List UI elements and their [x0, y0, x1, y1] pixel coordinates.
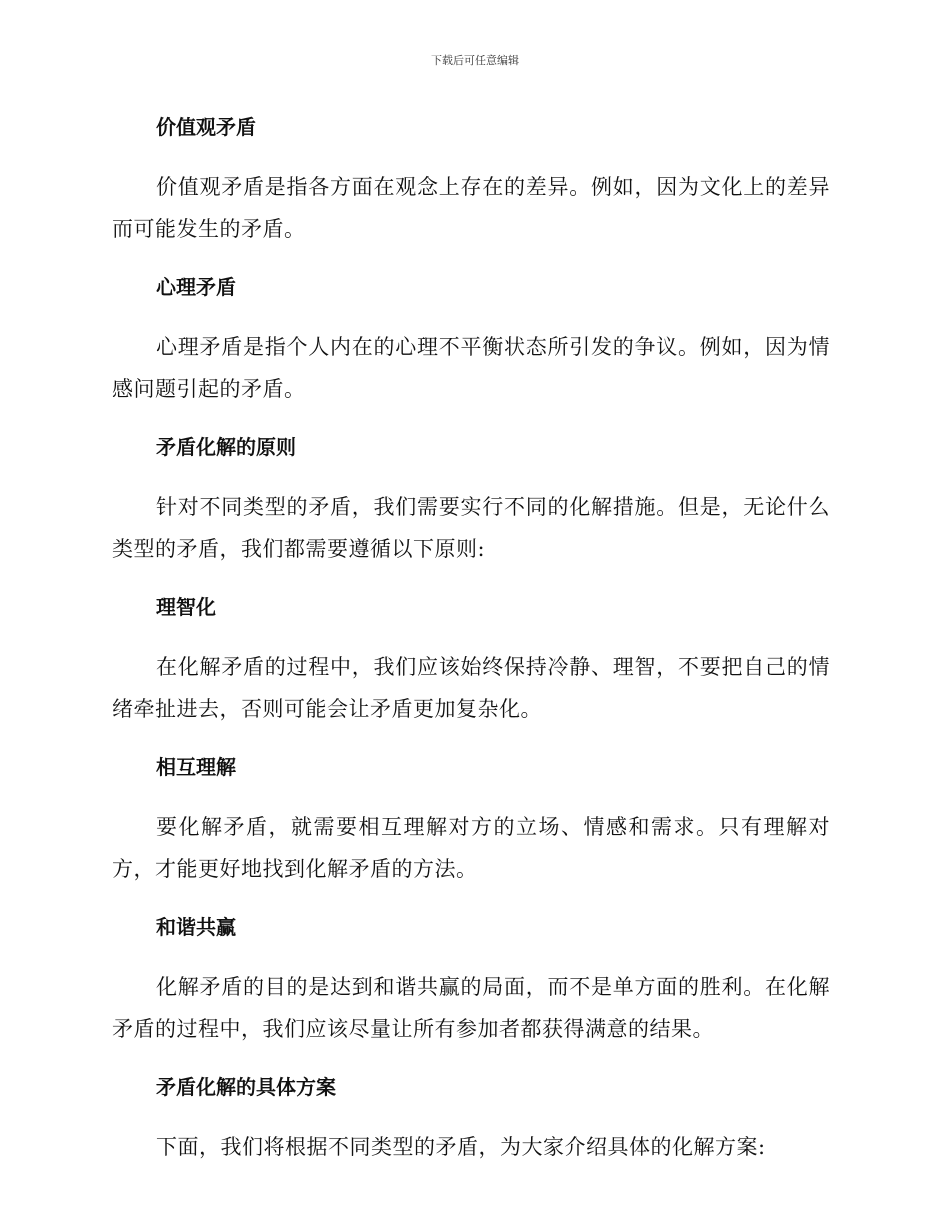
section-paragraph: 要化解矛盾，就需要相互理解对方的立场、情感和需求。只有理解对方，才能更好地找到化解矛盾的方法。 [112, 815, 830, 881]
document-body [112, 112, 830, 1168]
section-paragraph: 价值观矛盾是指各方面在观念上存在的差异。例如，因为文化上的差异而可能发生的矛盾。 [112, 175, 830, 241]
section-heading: 和谐共赢 [156, 915, 236, 939]
section-paragraph: 化解矛盾的目的是达到和谐共赢的局面，而不是单方面的胜利。在化解矛盾的过程中，我们应该尽量让所有参加者都获得满意的结果。 [112, 975, 830, 1041]
section-paragraph: 下面，我们将根据不同类型的矛盾，为大家介绍具体的化解方案: [156, 1135, 766, 1159]
section-rationality [112, 592, 830, 752]
section-psychological-conflict [112, 272, 830, 432]
section-value-conflict [112, 112, 830, 272]
section-heading: 相互理解 [156, 755, 236, 779]
section-win-win [112, 912, 830, 1072]
section-paragraph: 在化解矛盾的过程中，我们应该始终保持冷静、理智，不要把自己的情绪牵扯进去，否则可能会让矛盾更加复杂化。 [112, 655, 830, 721]
section-heading: 矛盾化解的具体方案 [156, 1075, 336, 1099]
section-resolution-principles [112, 432, 830, 592]
section-specific-plans [112, 1072, 830, 1168]
section-mutual-understanding [112, 752, 830, 912]
page-header: 下载后可任意编辑 [431, 54, 519, 67]
section-heading: 价值观矛盾 [156, 115, 256, 139]
section-paragraph: 针对不同类型的矛盾，我们需要实行不同的化解措施。但是，无论什么类型的矛盾，我们都需要遵循以下原则: [112, 495, 830, 561]
section-paragraph: 心理矛盾是指个人内在的心理不平衡状态所引发的争议。例如，因为情感问题引起的矛盾。 [112, 335, 830, 401]
section-heading: 心理矛盾 [156, 275, 236, 299]
section-heading: 理智化 [156, 595, 216, 619]
section-heading: 矛盾化解的原则 [156, 435, 296, 459]
